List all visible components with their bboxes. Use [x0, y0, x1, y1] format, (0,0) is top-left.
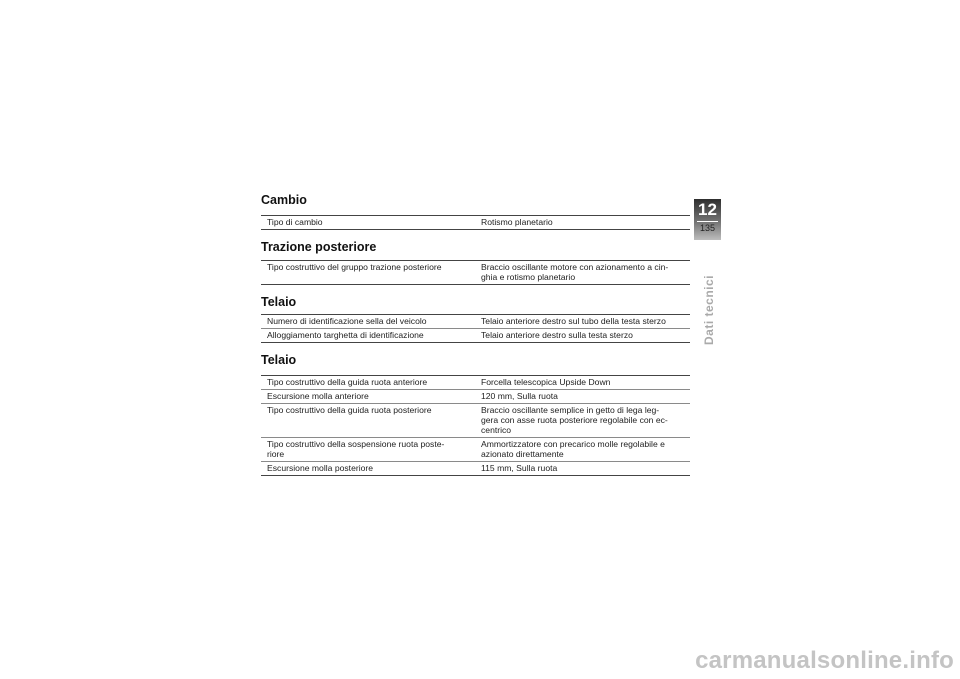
spec-content	[261, 193, 690, 476]
spec-value: Braccio oscillante motore con azionamento a cin- ghia e rotismo planetario	[475, 261, 690, 285]
spec-label: Escursione molla posteriore	[261, 462, 475, 476]
section-title: Trazione posteriore	[261, 240, 377, 254]
spec-table-telaio-1	[261, 314, 690, 343]
spec-label: Tipo costruttivo della guida ruota anteriore	[261, 376, 475, 390]
page-number: 135	[699, 223, 716, 233]
spec-label: Numero di identificazione sella del veicolo	[261, 315, 475, 329]
section-telaio-1	[261, 285, 690, 311]
table-row	[261, 438, 690, 462]
table-row	[261, 462, 690, 476]
spec-value: Telaio anteriore destro sulla testa sterzo	[475, 329, 690, 343]
spec-label: Alloggiamento targhetta di identificazione	[261, 329, 475, 343]
spec-label: Escursione molla anteriore	[261, 390, 475, 404]
spec-table-trazione	[261, 260, 690, 285]
spec-label: Tipo costruttivo della sospensione ruota poste- riore	[261, 438, 475, 462]
chapter-number: 12	[698, 200, 717, 219]
table-row	[261, 376, 690, 390]
table-row	[261, 329, 690, 343]
chapter-tab	[694, 199, 721, 240]
section-title: Cambio	[261, 193, 307, 207]
spec-value: 115 mm, Sulla ruota	[475, 462, 690, 476]
chapter-divider	[697, 221, 718, 222]
spec-value: 120 mm, Sulla ruota	[475, 390, 690, 404]
spec-value: Forcella telescopica Upside Down	[475, 376, 690, 390]
table-row	[261, 216, 690, 230]
chapter-side-label: Dati tecnici	[702, 274, 716, 346]
watermark: carmanualsonline.info	[695, 647, 954, 674]
spec-label: Tipo costruttivo del gruppo trazione posteriore	[261, 261, 475, 285]
table-row	[261, 390, 690, 404]
section-telaio-2	[261, 343, 690, 371]
spec-value: Ammortizzatore con precarico molle regolabile e azionato direttamente	[475, 438, 690, 462]
spec-label: Tipo di cambio	[261, 216, 475, 230]
spec-table-telaio-2	[261, 375, 690, 476]
spec-value: Telaio anteriore destro sul tubo della testa sterzo	[475, 315, 690, 329]
spec-table-cambio	[261, 215, 690, 230]
section-cambio	[261, 193, 690, 215]
section-trazione	[261, 230, 690, 256]
section-title: Telaio	[261, 353, 297, 367]
section-title: Telaio	[261, 295, 297, 309]
table-row	[261, 315, 690, 329]
spec-value: Braccio oscillante semplice in getto di lega leg- gera con asse ruota posteriore regolabile con ec- centrico	[475, 404, 690, 438]
table-row	[261, 261, 690, 285]
spec-value: Rotismo planetario	[475, 216, 690, 230]
table-row	[261, 404, 690, 438]
spec-label: Tipo costruttivo della guida ruota posteriore	[261, 404, 475, 438]
